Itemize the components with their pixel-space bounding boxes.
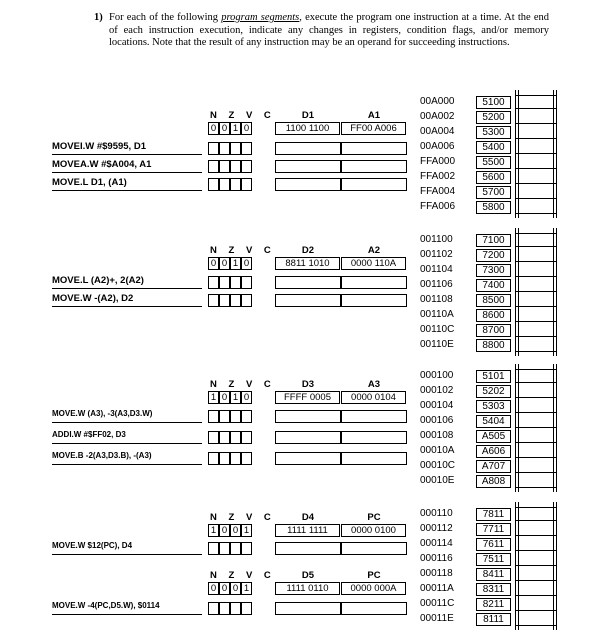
flag-answer-box[interactable] bbox=[219, 276, 230, 289]
memory-grid-line bbox=[515, 397, 557, 398]
flag-answer-box[interactable] bbox=[230, 431, 241, 444]
flag-answer-box[interactable] bbox=[219, 410, 230, 423]
flag-answer-box[interactable] bbox=[230, 602, 241, 615]
memory-grid-line bbox=[556, 228, 557, 356]
memory-grid-line bbox=[515, 108, 557, 109]
flag-answer-box[interactable] bbox=[208, 160, 219, 173]
register-value: FFFF 0005 bbox=[275, 391, 340, 404]
memory-address: 000116 bbox=[420, 553, 453, 564]
memory-value: A707 bbox=[476, 460, 511, 473]
memory-address: 000114 bbox=[420, 538, 453, 549]
memory-value: 5100 bbox=[476, 96, 511, 109]
register-answer-box[interactable] bbox=[275, 160, 341, 173]
memory-value: 8800 bbox=[476, 339, 511, 352]
instruction: MOVE.W (A3), -3(A3,D3.W) bbox=[52, 409, 153, 418]
memory-address: 00A004 bbox=[420, 126, 455, 137]
memory-value: 7200 bbox=[476, 249, 511, 262]
flag-value: 0 bbox=[219, 524, 230, 537]
flag-answer-box[interactable] bbox=[208, 294, 219, 307]
flag-value: 1 bbox=[230, 391, 241, 404]
flag-answer-box[interactable] bbox=[230, 294, 241, 307]
memory-address: FFA006 bbox=[420, 201, 456, 212]
memory-value: 5700 bbox=[476, 186, 511, 199]
memory-address: 00A006 bbox=[420, 141, 455, 152]
memory-value: 8600 bbox=[476, 309, 511, 322]
memory-address: 001104 bbox=[420, 264, 453, 275]
memory-address: 00011C bbox=[420, 598, 455, 609]
instruction: MOVE.L (A2)+, 2(A2) bbox=[52, 275, 144, 286]
register-value: 8811 1010 bbox=[275, 257, 340, 270]
flag-answer-box[interactable] bbox=[208, 602, 219, 615]
flag-answer-box[interactable] bbox=[208, 410, 219, 423]
memory-grid-line bbox=[556, 502, 557, 630]
register-answer-box[interactable] bbox=[341, 542, 407, 555]
flag-value: 0 bbox=[219, 257, 230, 270]
memory-grid-line bbox=[515, 168, 557, 169]
memory-address: 000102 bbox=[420, 385, 454, 396]
memory-value: 5303 bbox=[476, 400, 511, 413]
memory-grid-line bbox=[515, 565, 557, 566]
question-text-before: For each of the following bbox=[109, 12, 222, 23]
memory-value: 5600 bbox=[476, 171, 511, 184]
flag-answer-box[interactable] bbox=[241, 178, 252, 191]
memory-grid-line bbox=[553, 228, 554, 356]
flag-value: 1 bbox=[208, 524, 219, 537]
register-answer-box[interactable] bbox=[275, 602, 341, 615]
flag-answer-box[interactable] bbox=[230, 276, 241, 289]
register-label: D5 bbox=[301, 570, 315, 581]
flag-value: 1 bbox=[208, 391, 219, 404]
memory-grid-line bbox=[518, 90, 519, 218]
register-label: A3 bbox=[367, 379, 381, 390]
instruction-underline bbox=[52, 464, 202, 465]
flag-value: 1 bbox=[230, 122, 241, 135]
memory-grid-line bbox=[553, 502, 554, 630]
memory-grid-line bbox=[515, 261, 557, 262]
memory-address: 000108 bbox=[420, 430, 454, 441]
memory-grid-line bbox=[515, 625, 557, 626]
flag-answer-box[interactable] bbox=[208, 452, 219, 465]
flag-answer-box[interactable] bbox=[219, 160, 230, 173]
register-answer-box[interactable] bbox=[275, 142, 341, 155]
memory-address: 000112 bbox=[420, 523, 453, 534]
register-label: A1 bbox=[367, 110, 381, 121]
memory-value: A606 bbox=[476, 445, 511, 458]
memory-value: 7511 bbox=[476, 553, 511, 566]
memory-grid-line bbox=[515, 457, 557, 458]
memory-grid-line bbox=[515, 427, 557, 428]
memory-grid-line bbox=[515, 550, 557, 551]
instruction: MOVE.W $12(PC), D4 bbox=[52, 541, 133, 550]
memory-grid-line bbox=[515, 95, 557, 96]
memory-grid-line bbox=[515, 595, 557, 596]
memory-grid-line bbox=[556, 90, 557, 218]
instruction-underline bbox=[52, 190, 202, 191]
memory-grid-line bbox=[515, 233, 557, 234]
memory-value: 8411 bbox=[476, 568, 511, 581]
memory-value: 8311 bbox=[476, 583, 511, 596]
register-label: PC bbox=[367, 570, 381, 581]
memory-address: 000110 bbox=[420, 508, 453, 519]
memory-value: 8111 bbox=[476, 613, 511, 626]
memory-address: FFA002 bbox=[420, 171, 456, 182]
memory-value: A808 bbox=[476, 475, 511, 488]
register-label: A2 bbox=[367, 245, 381, 256]
memory-grid-line bbox=[515, 183, 557, 184]
register-answer-box[interactable] bbox=[341, 160, 407, 173]
memory-address: 001100 bbox=[420, 234, 453, 245]
register-value: 0000 000A bbox=[341, 582, 406, 595]
flag-value: 0 bbox=[219, 122, 230, 135]
flag-value: 1 bbox=[241, 524, 252, 537]
memory-grid-line bbox=[553, 364, 554, 492]
flag-answer-box[interactable] bbox=[219, 142, 230, 155]
question-text bbox=[94, 12, 549, 50]
register-value: FF00 A006 bbox=[341, 122, 406, 135]
memory-grid-line bbox=[515, 276, 557, 277]
flag-answer-box[interactable] bbox=[241, 142, 252, 155]
question-emphasis: program segments bbox=[221, 12, 300, 23]
flag-answer-box[interactable] bbox=[230, 452, 241, 465]
flag-answer-box[interactable] bbox=[219, 431, 230, 444]
memory-value: 5800 bbox=[476, 201, 511, 214]
register-value: 0000 110A bbox=[341, 257, 406, 270]
instruction-underline bbox=[52, 443, 202, 444]
flag-value: 1 bbox=[241, 582, 252, 595]
flag-header: N Z V C bbox=[210, 110, 276, 121]
memory-value: 7300 bbox=[476, 264, 511, 277]
memory-value: 7100 bbox=[476, 234, 511, 247]
flag-header: N Z V C bbox=[210, 245, 276, 256]
register-label: D3 bbox=[301, 379, 315, 390]
instruction: MOVEA.W #$A004, A1 bbox=[52, 159, 152, 170]
memory-address: 00011A bbox=[420, 583, 454, 594]
flag-answer-box[interactable] bbox=[230, 542, 241, 555]
register-answer-box[interactable] bbox=[275, 276, 341, 289]
instruction-underline bbox=[52, 422, 202, 423]
memory-value: 5202 bbox=[476, 385, 511, 398]
memory-grid-line bbox=[515, 246, 557, 247]
memory-grid-line bbox=[515, 502, 516, 630]
memory-grid-line bbox=[515, 610, 557, 611]
flag-header: N Z V C bbox=[210, 570, 276, 581]
memory-grid-line bbox=[515, 213, 557, 214]
memory-grid-line bbox=[556, 364, 557, 492]
memory-value: 5300 bbox=[476, 126, 511, 139]
memory-value: 5400 bbox=[476, 141, 511, 154]
register-answer-box[interactable] bbox=[341, 276, 407, 289]
register-answer-box[interactable] bbox=[341, 178, 407, 191]
instruction-underline bbox=[52, 154, 202, 155]
memory-grid-line bbox=[515, 442, 557, 443]
memory-grid-line bbox=[515, 507, 557, 508]
memory-grid-line bbox=[515, 153, 557, 154]
memory-grid-line bbox=[515, 382, 557, 383]
flag-value: 0 bbox=[219, 391, 230, 404]
flag-answer-box[interactable] bbox=[208, 178, 219, 191]
flag-value: 0 bbox=[208, 122, 219, 135]
memory-address: 00011E bbox=[420, 613, 454, 624]
memory-address: 00A000 bbox=[420, 96, 455, 107]
instruction: MOVE.B -2(A3,D3.B), -(A3) bbox=[52, 451, 152, 460]
register-answer-box[interactable] bbox=[341, 294, 407, 307]
register-value: 1111 1111 bbox=[275, 524, 340, 537]
flag-header: N Z V C bbox=[210, 512, 276, 523]
memory-grid-line bbox=[515, 472, 557, 473]
flag-answer-box[interactable] bbox=[208, 276, 219, 289]
flag-answer-box[interactable] bbox=[241, 431, 252, 444]
memory-grid-line bbox=[515, 580, 557, 581]
register-value: 1100 1100 bbox=[275, 122, 340, 135]
memory-address: 00A002 bbox=[420, 111, 455, 122]
memory-value: 5500 bbox=[476, 156, 511, 169]
instruction: MOVE.L D1, (A1) bbox=[52, 177, 127, 188]
memory-value: 5200 bbox=[476, 111, 511, 124]
flag-answer-box[interactable] bbox=[219, 452, 230, 465]
instruction-underline bbox=[52, 614, 202, 615]
question-body bbox=[109, 12, 549, 50]
memory-grid-line bbox=[515, 412, 557, 413]
memory-grid-line bbox=[515, 228, 516, 356]
flag-answer-box[interactable] bbox=[241, 542, 252, 555]
memory-address: 001102 bbox=[420, 249, 453, 260]
flag-answer-box[interactable] bbox=[208, 431, 219, 444]
flag-value: 0 bbox=[230, 524, 241, 537]
register-answer-box[interactable] bbox=[341, 142, 407, 155]
memory-grid-line bbox=[515, 369, 557, 370]
register-label: PC bbox=[367, 512, 381, 523]
instruction-underline bbox=[52, 288, 202, 289]
memory-address: 00010E bbox=[420, 475, 455, 486]
flag-value: 0 bbox=[208, 582, 219, 595]
register-answer-box[interactable] bbox=[341, 602, 407, 615]
register-value: 1111 0110 bbox=[275, 582, 340, 595]
memory-address: FFA004 bbox=[420, 186, 456, 197]
memory-grid-line bbox=[515, 336, 557, 337]
flag-answer-box[interactable] bbox=[241, 410, 252, 423]
memory-address: 00010C bbox=[420, 460, 456, 471]
memory-value: 5101 bbox=[476, 370, 511, 383]
instruction: MOVE.W -4(PC,D5.W), $0114 bbox=[52, 601, 160, 610]
memory-grid-line bbox=[518, 228, 519, 356]
instruction: ADDI.W #$FF02, D3 bbox=[52, 430, 126, 439]
memory-address: 001108 bbox=[420, 294, 453, 305]
memory-grid-line bbox=[515, 520, 557, 521]
register-answer-box[interactable] bbox=[341, 452, 407, 465]
flag-answer-box[interactable] bbox=[208, 542, 219, 555]
memory-grid-line bbox=[515, 306, 557, 307]
memory-value: 8700 bbox=[476, 324, 511, 337]
memory-address: 000106 bbox=[420, 415, 454, 426]
flag-value: 0 bbox=[241, 391, 252, 404]
memory-address: 00110E bbox=[420, 339, 454, 350]
memory-grid-line bbox=[515, 123, 557, 124]
register-value: 0000 0100 bbox=[341, 524, 406, 537]
memory-address: 00110C bbox=[420, 324, 455, 335]
register-label: D2 bbox=[301, 245, 315, 256]
flag-answer-box[interactable] bbox=[230, 178, 241, 191]
register-value: 0000 0104 bbox=[341, 391, 406, 404]
flag-value: 0 bbox=[241, 257, 252, 270]
register-answer-box[interactable] bbox=[275, 452, 341, 465]
memory-value: 7400 bbox=[476, 279, 511, 292]
memory-grid-line bbox=[515, 321, 557, 322]
instruction: MOVE.W -(A2), D2 bbox=[52, 293, 134, 304]
flag-value: 0 bbox=[241, 122, 252, 135]
flag-answer-box[interactable] bbox=[241, 602, 252, 615]
instruction-underline bbox=[52, 554, 202, 555]
register-answer-box[interactable] bbox=[341, 410, 407, 423]
flag-answer-box[interactable] bbox=[230, 142, 241, 155]
flag-answer-box[interactable] bbox=[241, 276, 252, 289]
memory-grid-line bbox=[515, 487, 557, 488]
flag-value: 0 bbox=[230, 582, 241, 595]
instruction-underline bbox=[52, 172, 202, 173]
register-answer-box[interactable] bbox=[341, 431, 407, 444]
question-number: 1) bbox=[94, 12, 103, 23]
memory-value: 7611 bbox=[476, 538, 511, 551]
flag-answer-box[interactable] bbox=[241, 452, 252, 465]
register-label: D4 bbox=[301, 512, 315, 523]
memory-value: 7711 bbox=[476, 523, 511, 536]
flag-answer-box[interactable] bbox=[241, 160, 252, 173]
memory-value: 8500 bbox=[476, 294, 511, 307]
memory-value: 7811 bbox=[476, 508, 511, 521]
memory-grid-line bbox=[515, 291, 557, 292]
memory-address: 000100 bbox=[420, 370, 454, 381]
register-answer-box[interactable] bbox=[275, 294, 341, 307]
flag-answer-box[interactable] bbox=[241, 294, 252, 307]
register-answer-box[interactable] bbox=[275, 178, 341, 191]
memory-address: 001106 bbox=[420, 279, 453, 290]
memory-value: A505 bbox=[476, 430, 511, 443]
flag-answer-box[interactable] bbox=[219, 602, 230, 615]
memory-address: 00110A bbox=[420, 309, 454, 320]
memory-grid-line bbox=[515, 138, 557, 139]
flag-header: N Z V C bbox=[210, 379, 276, 390]
flag-value: 1 bbox=[230, 257, 241, 270]
memory-grid-line bbox=[515, 90, 516, 218]
memory-grid-line bbox=[515, 535, 557, 536]
flag-answer-box[interactable] bbox=[219, 294, 230, 307]
memory-grid-line bbox=[553, 90, 554, 218]
flag-value: 0 bbox=[208, 257, 219, 270]
register-answer-box[interactable] bbox=[275, 431, 341, 444]
register-answer-box[interactable] bbox=[275, 542, 341, 555]
register-answer-box[interactable] bbox=[275, 410, 341, 423]
memory-grid-line bbox=[515, 198, 557, 199]
flag-answer-box[interactable] bbox=[219, 178, 230, 191]
flag-answer-box[interactable] bbox=[208, 142, 219, 155]
memory-address: 000104 bbox=[420, 400, 454, 411]
memory-value: 8211 bbox=[476, 598, 511, 611]
question-text-after: , execute the program one instruction at a time. At the end of each instruction execution, indicate any changes in registers, condition flags, and/or memory locations. Note that the result of any instruction may be an operand for succeeding instructions. bbox=[109, 12, 549, 48]
flag-answer-box[interactable] bbox=[230, 160, 241, 173]
memory-grid-line bbox=[515, 364, 516, 492]
flag-answer-box[interactable] bbox=[230, 410, 241, 423]
memory-grid-line bbox=[515, 351, 557, 352]
memory-address: 00010A bbox=[420, 445, 455, 456]
instruction-underline bbox=[52, 306, 202, 307]
memory-address: FFA000 bbox=[420, 156, 456, 167]
memory-value: 5404 bbox=[476, 415, 511, 428]
flag-answer-box[interactable] bbox=[219, 542, 230, 555]
flag-value: 0 bbox=[219, 582, 230, 595]
memory-address: 000118 bbox=[420, 568, 453, 579]
memory-grid-line bbox=[518, 502, 519, 630]
instruction: MOVEI.W #$9595, D1 bbox=[52, 141, 146, 152]
register-label: D1 bbox=[301, 110, 315, 121]
memory-grid-line bbox=[518, 364, 519, 492]
